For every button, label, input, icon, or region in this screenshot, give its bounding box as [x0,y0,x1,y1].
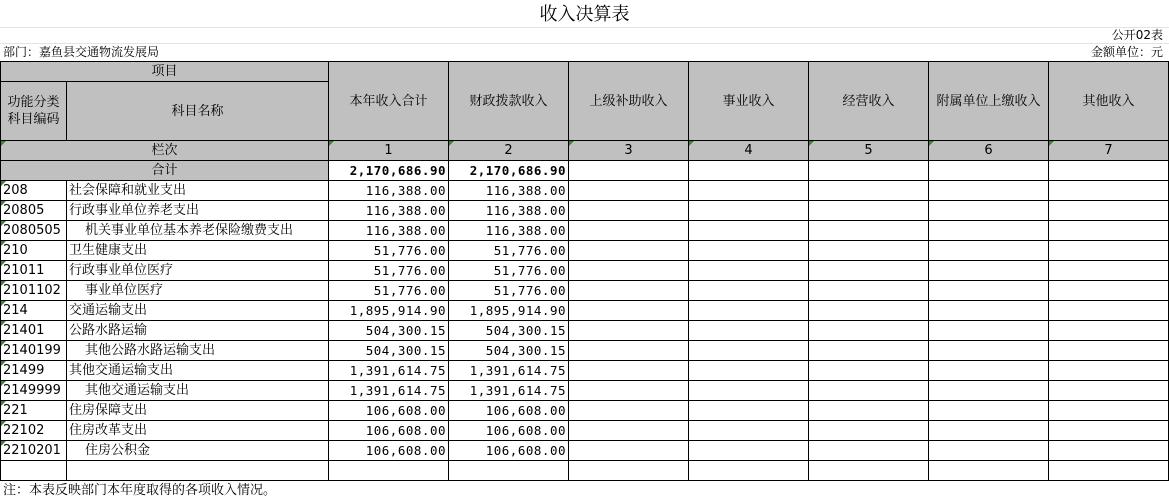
cell[interactable] [569,421,689,441]
subject-name-cell[interactable]: 行政事业单位医疗 [67,261,329,281]
table-row [1,201,1169,221]
subject-name-cell[interactable]: 其他交通运输支出 [67,381,329,401]
cell[interactable] [1049,321,1169,341]
col-index[interactable]: 1 [329,141,449,161]
subject-name-cell[interactable]: 事业单位医疗 [67,281,329,301]
cell[interactable] [569,341,689,361]
subject-name-cell[interactable]: 机关事业单位基本养老保险缴费支出 [67,221,329,241]
subject-name-cell[interactable]: 卫生健康支出 [67,241,329,261]
cell[interactable] [1049,241,1169,261]
col2-cell[interactable]: 106,608.00 [449,441,569,461]
col2-cell[interactable]: 106,608.00 [449,401,569,421]
gridline [0,27,1169,28]
cell[interactable] [1049,221,1169,241]
col-index[interactable]: 3 [569,141,689,161]
col1-cell[interactable]: 51,776.00 [329,281,449,301]
func-code-cell[interactable]: 208 [1,181,67,201]
col2-cell[interactable]: 1,391,614.75 [449,361,569,381]
cell[interactable] [929,281,1049,301]
cell[interactable] [809,461,929,481]
col2-cell[interactable]: 51,776.00 [449,281,569,301]
cell[interactable] [449,461,569,481]
col2-cell[interactable]: 504,300.15 [449,321,569,341]
subject-name-cell[interactable]: 行政事业单位养老支出 [67,201,329,221]
cell[interactable] [689,361,809,381]
cell[interactable] [929,261,1049,281]
cell[interactable] [689,241,809,261]
cell[interactable] [809,341,929,361]
func-code-cell[interactable]: 21011 [1,261,67,281]
func-code-cell[interactable]: 22102 [1,421,67,441]
total-label[interactable]: 合计 [1,161,329,181]
col1-cell[interactable]: 1,391,614.75 [329,361,449,381]
header-col-index-label[interactable]: 栏次 [1,141,329,161]
income-table [0,61,1169,481]
cell[interactable] [329,461,449,481]
total-col1[interactable]: 2,170,686.90 [329,161,449,181]
func-code-cell[interactable]: 210 [1,241,67,261]
cell[interactable] [929,461,1049,481]
func-code-cell[interactable]: 2080505 [1,221,67,241]
cell[interactable] [689,321,809,341]
cell[interactable] [569,161,689,181]
func-code-cell[interactable]: 21499 [1,361,67,381]
header-item[interactable]: 项目 [1,62,329,82]
cell[interactable] [929,221,1049,241]
col2-cell[interactable]: 116,388.00 [449,181,569,201]
col1-cell[interactable]: 51,776.00 [329,261,449,281]
col2-cell[interactable]: 106,608.00 [449,421,569,441]
cell[interactable] [929,381,1049,401]
col1-cell[interactable]: 116,388.00 [329,201,449,221]
cell[interactable] [809,241,929,261]
cell[interactable] [929,181,1049,201]
cell[interactable] [1049,261,1169,281]
cell[interactable] [569,281,689,301]
footnote: 注：本表反映部门本年度取得的各项收入情况。 [3,483,277,498]
cell[interactable] [1049,361,1169,381]
col-index[interactable]: 2 [449,141,569,161]
cell[interactable] [929,321,1049,341]
subject-name-cell[interactable]: 其他交通运输支出 [67,361,329,381]
cell[interactable] [1049,201,1169,221]
cell[interactable] [809,421,929,441]
cell[interactable] [689,301,809,321]
col1-cell[interactable]: 504,300.15 [329,341,449,361]
unit-label: 金额单位：元 [1090,45,1163,59]
cell[interactable] [1049,341,1169,361]
cell[interactable] [689,161,809,181]
cell[interactable] [1049,161,1169,181]
cell[interactable] [689,181,809,201]
col-index[interactable]: 4 [689,141,809,161]
cell[interactable] [929,161,1049,181]
cell[interactable] [689,281,809,301]
cell[interactable] [809,201,929,221]
cell[interactable] [1049,461,1169,481]
cell[interactable] [929,421,1049,441]
subject-name-cell[interactable]: 社会保障和就业支出 [67,181,329,201]
cell[interactable] [809,221,929,241]
table-row [1,261,1169,281]
cell[interactable] [1049,181,1169,201]
cell[interactable] [689,461,809,481]
col1-cell[interactable]: 51,776.00 [329,241,449,261]
cell[interactable] [689,341,809,361]
header-col1[interactable]: 本年收入合计 [329,62,449,141]
subject-name-cell[interactable]: 公路水路运输 [67,321,329,341]
func-code-cell[interactable]: 2210201 [1,441,67,461]
cell[interactable] [809,281,929,301]
total-col2[interactable]: 2,170,686.90 [449,161,569,181]
cell[interactable] [809,301,929,321]
department-label: 部门：嘉鱼县交通物流发展局 [3,45,160,59]
cell[interactable] [929,361,1049,381]
table-body [1,181,1169,461]
table-row [1,241,1169,261]
func-code-cell[interactable]: 2140199 [1,341,67,361]
header-col7[interactable]: 其他收入 [1049,62,1169,141]
cell[interactable] [1049,281,1169,301]
header-col3[interactable]: 上级补助收入 [569,62,689,141]
table-row [1,321,1169,341]
func-code-cell[interactable]: 2149999 [1,381,67,401]
table-row [1,341,1169,361]
cell[interactable] [809,321,929,341]
table-row [1,301,1169,321]
cell[interactable] [809,361,929,381]
cell[interactable] [569,381,689,401]
cell[interactable] [689,381,809,401]
cell[interactable] [1049,301,1169,321]
subject-name-cell[interactable]: 住房保障支出 [67,401,329,421]
table-row [1,381,1169,401]
func-code-cell[interactable]: 20805 [1,201,67,221]
table-row [1,221,1169,241]
subject-name-cell[interactable]: 住房改革支出 [67,421,329,441]
cell[interactable] [67,461,329,481]
total-row [1,161,1169,181]
table-row [1,441,1169,461]
cell[interactable] [1049,401,1169,421]
col2-cell[interactable]: 116,388.00 [449,221,569,241]
page-title: 收入决算表 [539,4,630,25]
cell[interactable] [569,201,689,221]
col1-cell[interactable]: 116,388.00 [329,221,449,241]
col1-cell[interactable]: 1,391,614.75 [329,381,449,401]
func-code-cell[interactable]: 214 [1,301,67,321]
func-code-cell[interactable]: 221 [1,401,67,421]
blank-row [1,461,1169,481]
subject-name-cell[interactable]: 交通运输支出 [67,301,329,321]
cell[interactable] [569,301,689,321]
col1-cell[interactable]: 106,608.00 [329,421,449,441]
cell[interactable] [929,201,1049,221]
cell[interactable] [1049,381,1169,401]
cell[interactable] [569,221,689,241]
col-index[interactable]: 5 [809,141,929,161]
col1-cell[interactable]: 504,300.15 [329,321,449,341]
subject-name-cell[interactable]: 住房公积金 [67,441,329,461]
cell[interactable] [569,181,689,201]
header-col4[interactable]: 事业收入 [689,62,809,141]
col2-cell[interactable]: 116,388.00 [449,201,569,221]
func-code-cell[interactable]: 2101102 [1,281,67,301]
cell[interactable] [1049,421,1169,441]
cell[interactable] [929,301,1049,321]
header-col2[interactable]: 财政拨款收入 [449,62,569,141]
cell[interactable] [689,261,809,281]
subject-name-cell[interactable]: 其他公路水路运输支出 [67,341,329,361]
cell[interactable] [929,241,1049,261]
cell[interactable] [809,181,929,201]
header-subject-name[interactable]: 科目名称 [67,82,329,141]
cell[interactable] [809,441,929,461]
cell[interactable] [689,201,809,221]
form-code: 公开02表 [1111,28,1163,42]
cell[interactable] [929,441,1049,461]
header-col5[interactable]: 经营收入 [809,62,929,141]
cell[interactable] [929,401,1049,421]
cell[interactable] [569,441,689,461]
header-col6[interactable]: 附属单位上缴收入 [929,62,1049,141]
cell[interactable] [569,401,689,421]
func-code-cell[interactable]: 21401 [1,321,67,341]
cell[interactable] [569,461,689,481]
cell[interactable] [569,261,689,281]
col-index[interactable]: 7 [1049,141,1169,161]
table-row [1,181,1169,201]
cell[interactable] [689,401,809,421]
col2-cell[interactable]: 1,895,914.90 [449,301,569,321]
col1-cell[interactable]: 106,608.00 [329,441,449,461]
cell[interactable] [689,421,809,441]
cell[interactable] [809,261,929,281]
table-row [1,361,1169,381]
cell[interactable] [569,241,689,261]
table-row [1,281,1169,301]
header-func-code[interactable]: 功能分类科目编码 [1,82,67,141]
col1-cell[interactable]: 1,895,914.90 [329,301,449,321]
col2-cell[interactable]: 51,776.00 [449,261,569,281]
col2-cell[interactable]: 1,391,614.75 [449,381,569,401]
col2-cell[interactable]: 51,776.00 [449,241,569,261]
col1-cell[interactable]: 106,608.00 [329,401,449,421]
cell[interactable] [689,441,809,461]
cell[interactable] [569,361,689,381]
cell[interactable] [809,161,929,181]
table-row [1,421,1169,441]
cell[interactable] [569,321,689,341]
cell[interactable] [929,341,1049,361]
cell[interactable] [1049,441,1169,461]
col1-cell[interactable]: 116,388.00 [329,181,449,201]
cell[interactable] [689,221,809,241]
cell[interactable] [1,461,67,481]
col2-cell[interactable]: 504,300.15 [449,341,569,361]
col-index[interactable]: 6 [929,141,1049,161]
cell[interactable] [809,381,929,401]
table-row [1,401,1169,421]
gridline [0,43,1169,44]
cell[interactable] [809,401,929,421]
